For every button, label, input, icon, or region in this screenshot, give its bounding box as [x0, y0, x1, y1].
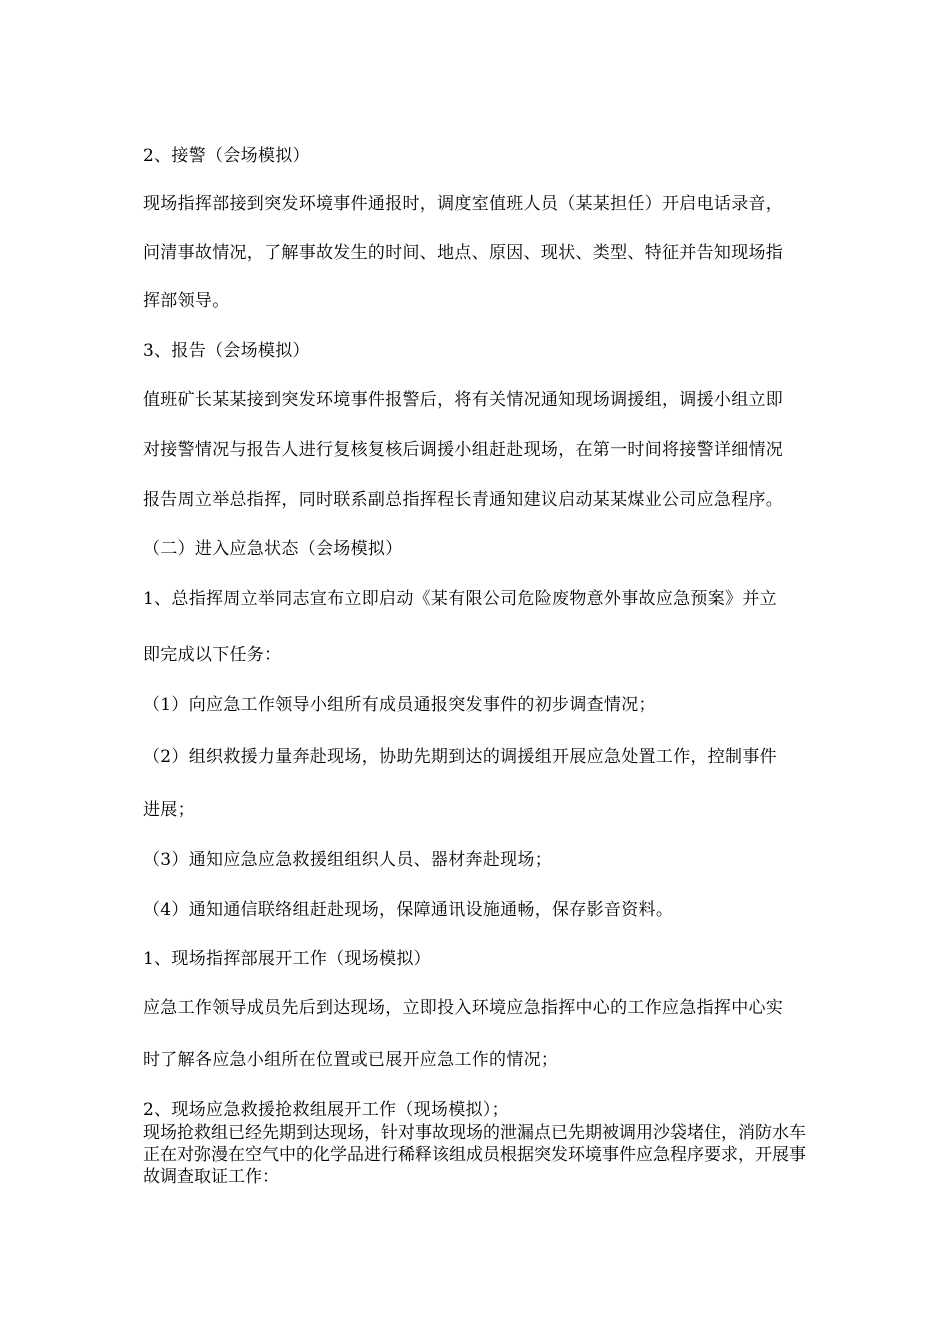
section-heading-emergency-state: （二）进入应急状态（会场模拟） — [143, 539, 403, 559]
paragraph-line: 时了解各应急小组所在位置或已展开应急工作的情况； — [143, 1050, 559, 1070]
paragraph-line: 1、总指挥周立举同志宣布立即启动《某有限公司危险废物意外事故应急预案》并立 — [143, 589, 777, 609]
section-heading-receive-alarm: 2、接警（会场模拟） — [143, 146, 310, 166]
paragraph-line: 挥部领导。 — [143, 291, 230, 311]
task-item-2: （2）组织救援力量奔赴现场，协助先期到达的调援组开展应急处置工作，控制事件 — [143, 747, 777, 767]
paragraph-line: 即完成以下任务： — [143, 645, 282, 665]
task-item-3: （3）通知应急应急救援组组织人员、器材奔赴现场； — [143, 850, 553, 870]
paragraph-line: 问清事故情况，了解事故发生的时间、地点、原因、现状、类型、特征并告知现场指 — [143, 243, 784, 263]
paragraph-line: 应急工作领导成员先后到达现场，立即投入环境应急指挥中心的工作应急指挥中心实 — [143, 998, 784, 1018]
paragraph-line: 对接警情况与报告人进行复核复核后调援小组赶赴现场，在第一时间将接警详细情况 — [143, 440, 784, 460]
paragraph-line: 报告周立举总指挥，同时联系副总指挥程长青通知建议启动某某煤业公司应急程序。 — [143, 490, 784, 510]
task-item-1: （1）向应急工作领导小组所有成员通报突发事件的初步调查情况； — [143, 695, 656, 715]
task-item-2-continued: 进展； — [143, 800, 195, 820]
section-heading-report: 3、报告（会场模拟） — [143, 341, 310, 361]
section-heading-field-command: 1、现场指挥部展开工作（现场模拟） — [143, 949, 431, 969]
task-item-4: （4）通知通信联络组赶赴现场，保障通讯设施通畅，保存影音资料。 — [143, 900, 674, 920]
paragraph-block: 现场抢救组已经先期到达现场，针对事故现场的泄漏点已先期被调用沙袋堵住，消防水车正在对弥漫在空气中的化学品进行稀释该组成员根据突发环境事件应急程序要求，开展事故调查取证工作： — [143, 1123, 806, 1187]
paragraph-line: 现场指挥部接到突发环境事件通报时，调度室值班人员（某某担任）开启电话录音， — [143, 194, 784, 214]
paragraph-line: 值班矿长某某接到突发环境事件报警后，将有关情况通知现场调援组，调援小组立即 — [143, 390, 784, 410]
section-heading-rescue-team: 2、现场应急救援抢救组展开工作（现场模拟）； — [143, 1100, 509, 1120]
